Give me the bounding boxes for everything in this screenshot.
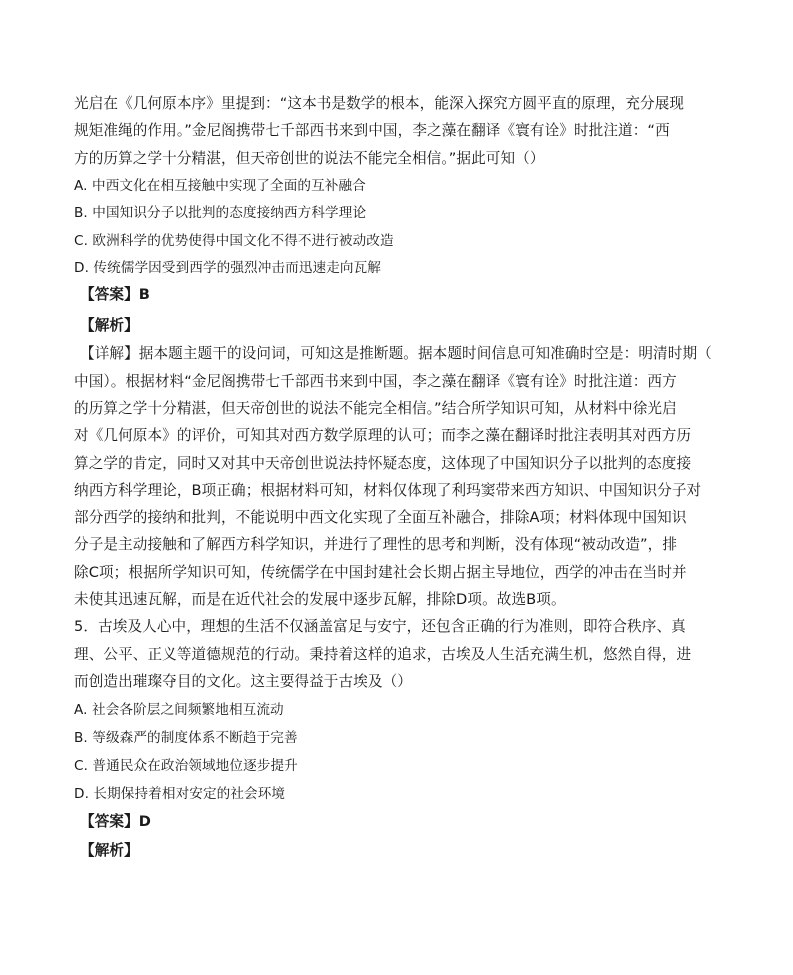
q4-analysis-label: 【解析】	[80, 317, 139, 334]
q4-answer: 【答案】B	[80, 286, 150, 303]
q5-answer: 【答案】D	[80, 813, 151, 830]
q4-detail-line-8: 分子是主动接触和了解西方科学知识，并进行了理性的思考和判断，没有体现“被动改造”，排	[74, 536, 678, 553]
q5-option-c: C. 普通民众在政治领域地位逐步提升	[74, 758, 298, 774]
q4-stem-line-2: 规矩准绳的作用。”金尼阁携带七千部西书来到中国，李之藻在翻译《寰有诠》时批注道：“西	[74, 122, 670, 139]
q4-detail-line-3: 的历算之学十分精湛，但天帝创世的说法不能完全相信。”结合所学知识可知，从材料中徐光启	[74, 400, 677, 417]
q4-detail-line-1: 【详解】据本题主题干的设问词，可知这是推断题。据本题时间信息可知准确时空是：明清时期（	[80, 345, 712, 362]
q4-stem-line-1: 光启在《几何原本序》里提到：“这本书是数学的根本，能深入探究方圆平直的原理，充分展现	[74, 95, 685, 112]
q4-stem-line-3: 方的历算之学十分精湛，但天帝创世的说法不能完全相信。”据此可知（）	[74, 150, 545, 167]
q5-stem-line-1: 5．古埃及人心中，理想的生活不仅涵盖富足与安宁，还包含正确的行为准则，即符合秩序、真	[74, 618, 686, 635]
q5-analysis-label: 【解析】	[80, 842, 139, 859]
q4-detail-line-6: 纳西方科学理论，B项正确；根据材料可知，材料仅体现了利玛窦带来西方知识、中国知识分子对	[74, 482, 702, 499]
q5-stem-line-2: 理、公平、正义等道德规范的行动。秉持着这样的追求，古埃及人生活充满生机，悠然自得，进	[74, 646, 692, 663]
q4-option-d: D. 传统儒学因受到西学的强烈冲击而迅速走向瓦解	[74, 260, 381, 276]
q4-detail-line-9: 除C项；根据所学知识可知，传统儒学在中国封建社会长期占据主导地位，西学的冲击在当时并	[74, 564, 687, 581]
q4-detail-line-10: 未使其迅速瓦解，而是在近代社会的发展中逐步瓦解，排除D项。故选B项。	[74, 591, 566, 608]
q4-option-a: A. 中西文化在相互接触中实现了全面的互补融合	[74, 178, 366, 194]
q4-detail-line-2: 中国）。根据材料“金尼阁携带七千部西书来到中国，李之藻在翻译《寰有诠》时批注道：西方	[74, 373, 677, 390]
q4-detail-line-4: 对《几何原本》的评价，可知其对西方数学原理的认可；而李之藻在翻译时批注表明其对西方历	[74, 427, 692, 444]
q5-stem-line-3: 而创造出璀璨夺目的文化。这主要得益于古埃及（）	[74, 673, 412, 690]
q4-detail-line-7: 部分西学的接纳和批判，不能说明中西文化实现了全面互补融合，排除A项；材料体现中国知识	[74, 509, 687, 526]
q4-option-b: B. 中国知识分子以批判的态度接纳西方科学理论	[74, 205, 367, 221]
q5-option-b: B. 等级森严的制度体系不断趋于完善	[74, 730, 298, 746]
q5-option-a: A. 社会各阶层之间频繁地相互流动	[74, 702, 284, 718]
q5-option-d: D. 长期保持着相对安定的社会环境	[74, 786, 286, 802]
q4-option-c: C. 欧洲科学的优势使得中国文化不得不进行被动改造	[74, 233, 394, 249]
q4-detail-line-5: 算之学的肯定，同时又对其中天帝创世说法持怀疑态度，这体现了中国知识分子以批判的态度接	[74, 455, 692, 472]
